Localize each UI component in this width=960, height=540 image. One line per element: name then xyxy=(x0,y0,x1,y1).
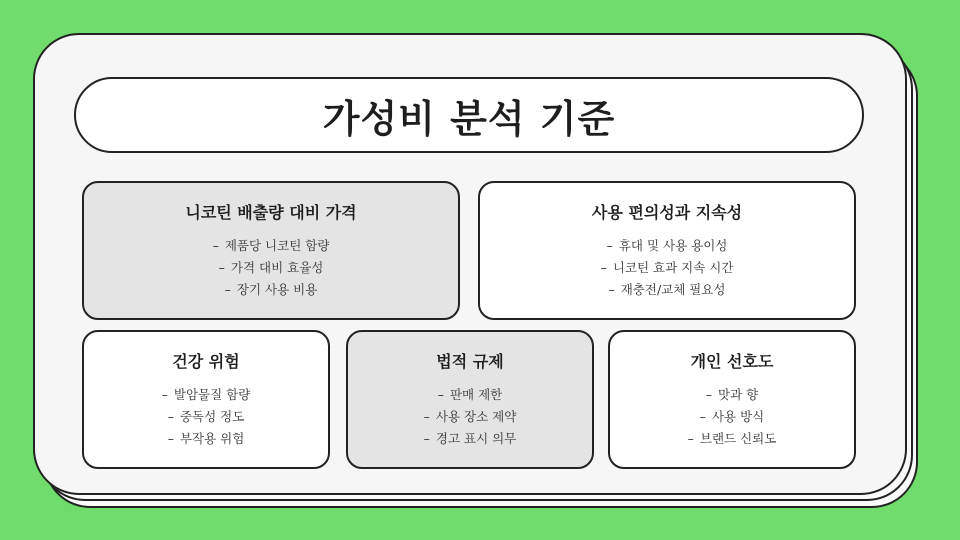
list-item: – 제품당 니코틴 함량 xyxy=(212,238,330,253)
list-item: – 사용 장소 제약 xyxy=(423,409,517,424)
criteria-list xyxy=(424,384,517,450)
card-heading: 개인 선호도 xyxy=(690,352,774,371)
criteria-card-nicotine-price xyxy=(82,181,460,320)
list-item: – 부작용 위험 xyxy=(167,431,245,446)
list-item: – 판매 제한 xyxy=(437,387,503,402)
criteria-card-preference xyxy=(608,330,856,469)
list-item: – 가격 대비 효율성 xyxy=(218,260,324,275)
list-item: – 경고 표시 의무 xyxy=(423,431,517,446)
list-item: – 브랜드 신뢰도 xyxy=(687,431,777,446)
list-item: – 장기 사용 비용 xyxy=(224,282,318,297)
list-item: – 발암물질 함량 xyxy=(161,387,251,402)
criteria-list xyxy=(688,384,777,450)
card-heading: 사용 편의성과 지속성 xyxy=(591,203,743,222)
criteria-list xyxy=(162,384,251,450)
card-heading: 니코틴 배출량 대비 가격 xyxy=(185,203,357,222)
list-item: – 휴대 및 사용 용이성 xyxy=(606,238,728,253)
title-banner xyxy=(74,77,864,153)
page-title: 가성비 분석 기준 xyxy=(322,96,616,141)
criteria-card-convenience xyxy=(478,181,856,320)
criteria-list xyxy=(601,235,734,301)
list-item: – 중독성 정도 xyxy=(167,409,245,424)
card-heading: 건강 위험 xyxy=(172,352,240,371)
criteria-list xyxy=(213,235,330,301)
list-item: – 니코틴 효과 지속 시간 xyxy=(600,260,734,275)
list-item: – 맛과 향 xyxy=(705,387,759,402)
criteria-card-health-risk xyxy=(82,330,330,469)
list-item: – 사용 방식 xyxy=(699,409,765,424)
criteria-card-legal xyxy=(346,330,594,469)
card-heading: 법적 규제 xyxy=(436,352,504,371)
list-item: – 재충전/교체 필요성 xyxy=(608,282,726,297)
